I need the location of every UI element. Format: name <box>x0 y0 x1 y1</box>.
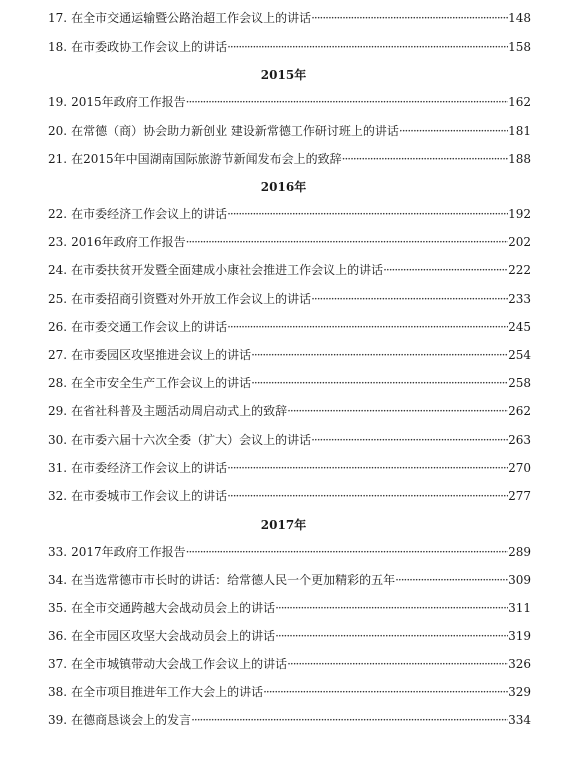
entry-title: 在全市项目推进年工作大会上的讲话 <box>71 685 264 699</box>
entry-title: 在市委招商引资暨对外开放工作会议上的讲话 <box>71 292 312 306</box>
entry-number: 33. <box>48 545 68 559</box>
entry-title: 在市委园区攻坚推进会议上的讲话 <box>71 348 252 362</box>
entry-number: 34. <box>48 573 68 587</box>
entry-title: 在全市城镇带动大会战工作会议上的讲话 <box>71 657 288 671</box>
entry-page-number: 319 <box>508 629 531 643</box>
entry-number: 19. <box>48 95 68 109</box>
year-heading: 2017年 <box>260 518 307 532</box>
entry-title: 在市委六届十六次全委（扩大）会议上的讲话 <box>71 433 312 447</box>
dot-leader <box>275 599 508 617</box>
entry-number: 27. <box>48 348 68 362</box>
dot-leader <box>251 346 508 364</box>
entry-title: 在全市园区攻坚大会战动员会上的讲话 <box>71 629 276 643</box>
toc-entry[interactable] <box>48 374 531 392</box>
entry-number: 30. <box>48 433 68 447</box>
entry-page-number: 245 <box>508 320 531 334</box>
entry-page-number: 270 <box>508 461 531 475</box>
entry-page-number: 202 <box>508 235 531 249</box>
entry-number: 17. <box>48 11 68 25</box>
entry-title: 在全市交通跨越大会战动员会上的讲话 <box>71 601 276 615</box>
dot-leader <box>287 655 508 673</box>
entry-page-number: 158 <box>508 40 531 54</box>
entry-page-number: 277 <box>508 489 531 503</box>
entry-page-number: 233 <box>508 292 531 306</box>
entry-page-number: 263 <box>508 433 531 447</box>
dot-leader <box>186 93 508 111</box>
entry-title: 在全市交通运输暨公路治超工作会议上的讲话 <box>71 11 312 25</box>
entry-number: 39. <box>48 713 68 727</box>
entry-page-number: 334 <box>508 713 531 727</box>
dot-leader <box>275 627 508 645</box>
entry-title: 在常德（商）协会助力新创业 建设新常德工作研讨班上的讲话 <box>71 124 399 138</box>
entry-number: 26. <box>48 320 68 334</box>
entry-title: 在德商恳谈会上的发言 <box>71 713 192 727</box>
toc-entry[interactable] <box>48 655 531 673</box>
entry-number: 38. <box>48 685 68 699</box>
dot-leader <box>227 205 508 223</box>
dot-leader <box>186 233 508 251</box>
entry-number: 28. <box>48 376 68 390</box>
entry-page-number: 258 <box>508 376 531 390</box>
entry-page-number: 309 <box>508 573 531 587</box>
entry-page-number: 222 <box>508 263 531 277</box>
dot-leader <box>342 150 508 168</box>
entry-number: 37. <box>48 657 68 671</box>
entry-page-number: 329 <box>508 685 531 699</box>
year-heading: 2015年 <box>260 68 307 82</box>
entry-page-number: 192 <box>508 207 531 221</box>
dot-leader <box>186 543 508 561</box>
dot-leader <box>227 487 508 505</box>
entry-page-number: 254 <box>508 348 531 362</box>
dot-leader <box>311 431 508 449</box>
toc-entry[interactable] <box>48 459 531 477</box>
toc-entry[interactable] <box>48 38 531 56</box>
toc-entry[interactable] <box>48 150 531 168</box>
toc-entry[interactable] <box>48 627 531 645</box>
entry-number: 29. <box>48 404 68 418</box>
entry-title: 2016年政府工作报告 <box>71 235 186 249</box>
toc-entry[interactable] <box>48 571 531 589</box>
entry-number: 32. <box>48 489 68 503</box>
entry-page-number: 289 <box>508 545 531 559</box>
entry-title: 2015年政府工作报告 <box>71 95 186 109</box>
entry-title: 在市委经济工作会议上的讲话 <box>71 461 228 475</box>
toc-entry[interactable] <box>48 205 531 223</box>
entry-number: 22. <box>48 207 68 221</box>
toc-entry[interactable] <box>48 290 531 308</box>
toc-entry[interactable] <box>48 261 531 279</box>
entry-title: 在全市安全生产工作会议上的讲话 <box>71 376 252 390</box>
toc-entry[interactable] <box>48 233 531 251</box>
toc-entry[interactable] <box>48 93 531 111</box>
dot-leader <box>395 571 508 589</box>
toc-entry[interactable] <box>48 543 531 561</box>
entry-title: 在2015年中国湖南国际旅游节新闻发布会上的致辞 <box>71 152 342 166</box>
entry-number: 24. <box>48 263 68 277</box>
entry-page-number: 188 <box>508 152 531 166</box>
entry-title: 在市委城市工作会议上的讲话 <box>71 489 228 503</box>
dot-leader <box>227 318 508 336</box>
entry-title: 在市委扶贫开发暨全面建成小康社会推进工作会议上的讲话 <box>71 263 384 277</box>
entry-title: 在市委经济工作会议上的讲话 <box>71 207 228 221</box>
entry-page-number: 148 <box>508 11 531 25</box>
toc-entry[interactable] <box>48 346 531 364</box>
entry-title: 在当选常德市市长时的讲话：给常德人民一个更加精彩的五年 <box>71 573 396 587</box>
entry-number: 23. <box>48 235 68 249</box>
entry-page-number: 311 <box>508 601 531 615</box>
entry-number: 35. <box>48 601 68 615</box>
dot-leader <box>191 711 508 729</box>
toc-entry[interactable] <box>48 683 531 701</box>
dot-leader <box>311 290 508 308</box>
dot-leader <box>227 459 508 477</box>
entry-number: 36. <box>48 629 68 643</box>
dot-leader <box>251 374 508 392</box>
toc-entry[interactable] <box>48 402 531 420</box>
toc-entry[interactable] <box>48 431 531 449</box>
entry-title: 在市委交通工作会议上的讲话 <box>71 320 228 334</box>
entry-page-number: 326 <box>508 657 531 671</box>
toc-entry[interactable] <box>48 9 531 27</box>
entry-page-number: 181 <box>508 124 531 138</box>
toc-entry[interactable] <box>48 122 531 140</box>
dot-leader <box>311 9 508 27</box>
dot-leader <box>399 122 508 140</box>
entry-page-number: 162 <box>508 95 531 109</box>
entry-title: 在市委政协工作会议上的讲话 <box>71 40 228 54</box>
entry-page-number: 262 <box>508 404 531 418</box>
toc-entry[interactable] <box>48 599 531 617</box>
dot-leader <box>383 261 508 279</box>
toc-entry[interactable] <box>48 318 531 336</box>
toc-entry[interactable] <box>48 711 531 729</box>
entry-number: 20. <box>48 124 68 138</box>
year-heading: 2016年 <box>260 180 307 194</box>
entry-number: 18. <box>48 40 68 54</box>
entry-title: 在省社科普及主题活动周启动式上的致辞 <box>71 404 288 418</box>
dot-leader <box>287 402 508 420</box>
entry-title: 2017年政府工作报告 <box>71 545 186 559</box>
dot-leader <box>263 683 508 701</box>
toc-entry[interactable] <box>48 487 531 505</box>
entry-number: 25. <box>48 292 68 306</box>
entry-number: 21. <box>48 152 68 166</box>
entry-number: 31. <box>48 461 68 475</box>
dot-leader <box>227 38 508 56</box>
